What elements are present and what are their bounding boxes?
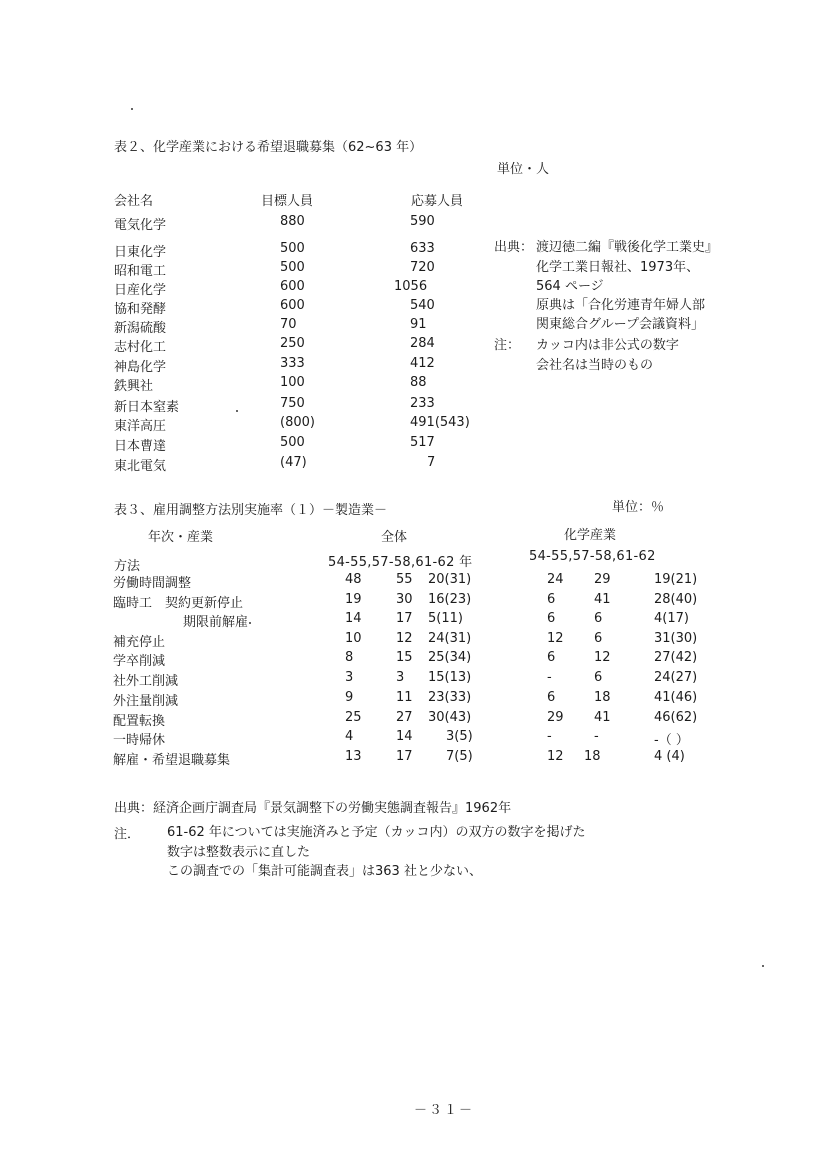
value-chem-61: 41(46) [654, 690, 698, 705]
applicant-count: 233 [410, 396, 435, 411]
method-label: 解雇・希望退職募集 [113, 753, 231, 768]
applicant-count: 91 [410, 317, 427, 332]
value-chem-61: 19(21) [654, 572, 698, 587]
table3-unit: 単位：％ [612, 500, 665, 515]
applicant-count: 540 [410, 298, 435, 313]
value-all-54: 25 [345, 710, 362, 725]
target-count: 333 [280, 356, 305, 371]
value-chem-54: 6 [547, 690, 556, 705]
value-chem-61: 27(42) [654, 650, 698, 665]
table3-years-chem: 54-55,57-58,61-62 [529, 549, 656, 564]
target-count: 500 [280, 435, 305, 450]
target-count: 600 [280, 279, 305, 294]
company-name: 神島化学 [114, 360, 167, 375]
page-number: －３１－ [414, 1103, 475, 1118]
scan-speck [249, 622, 251, 624]
value-chem-57: 12 [594, 650, 611, 665]
value-chem-61: 28(40) [654, 592, 698, 607]
target-count: 250 [280, 336, 305, 351]
target-count: 500 [280, 241, 305, 256]
table2-source-line: 関東総合グループ会議資料」 [536, 317, 704, 332]
value-chem-57: 6 [594, 670, 603, 685]
target-count: 750 [280, 396, 305, 411]
value-chem-61: 24(27) [654, 670, 698, 685]
value-chem-54: 24 [547, 572, 564, 587]
scan-speck [236, 410, 238, 412]
company-name: 日東化学 [114, 245, 167, 260]
scan-speck [131, 108, 133, 110]
table3-group-chem: 化学産業 [564, 528, 617, 543]
value-all-61: 25(34) [428, 650, 472, 665]
table2-unit: 単位・人 [497, 162, 550, 177]
method-label: 補充停止 [113, 635, 166, 650]
value-chem-61: 31(30) [654, 631, 698, 646]
target-count: 880 [280, 214, 305, 229]
value-chem-57: 41 [594, 710, 611, 725]
applicant-count: 633 [410, 241, 435, 256]
value-chem-57: 6 [594, 631, 603, 646]
method-label: 学卒削減 [113, 654, 166, 669]
applicant-count: 720 [410, 260, 435, 275]
table2-note-label: 注： [494, 338, 521, 353]
value-all-61: 7(5) [446, 749, 473, 764]
value-chem-57: 18 [594, 690, 611, 705]
company-name: 協和発酵 [114, 302, 167, 317]
value-all-57: 11 [396, 690, 413, 705]
company-name: 電気化学 [114, 218, 167, 233]
company-name: 新潟硫酸 [114, 321, 167, 336]
value-all-61: 3(5) [446, 729, 473, 744]
value-all-54: 19 [345, 592, 362, 607]
target-count: (47) [280, 455, 307, 470]
method-label: 配置転換 [113, 714, 166, 729]
applicant-count: 7 [427, 455, 436, 470]
value-all-57: 30 [396, 592, 413, 607]
table3-years-all: 54-55,57-58,61-62 年 [328, 555, 473, 570]
table2-header-target: 目標人員 [261, 194, 314, 209]
value-all-54: 14 [345, 611, 362, 626]
company-name: 日産化学 [114, 283, 167, 298]
value-chem-54: 12 [547, 631, 564, 646]
value-all-61: 5(11) [428, 611, 463, 626]
value-all-54: 48 [345, 572, 362, 587]
value-all-57: 27 [396, 710, 413, 725]
table2-note-line: カッコ内は非公式の数字 [536, 338, 679, 353]
value-chem-54: 12 [547, 749, 564, 764]
value-all-61: 16(23) [428, 592, 472, 607]
table3-source: 出典：経済企画庁調査局『景気調整下の労働実態調査報告』1962年 [114, 801, 512, 816]
value-all-57: 17 [396, 611, 413, 626]
value-chem-61: 4(17) [654, 611, 689, 626]
table3-note-line: 数字は整数表示に直した [167, 845, 311, 860]
company-name: 昭和電工 [114, 264, 167, 279]
value-all-54: 10 [345, 631, 362, 646]
table2-header-company: 会社名 [114, 194, 154, 209]
value-chem-57: 29 [594, 572, 611, 587]
applicant-count: 88 [410, 375, 427, 390]
value-all-54: 9 [345, 690, 354, 705]
value-chem-54: - [547, 729, 552, 744]
table2-title: 表２、化学産業における希望退職募集（62~63 年） [114, 140, 423, 155]
value-chem-61: 46(62) [654, 710, 698, 725]
applicant-count: 491(543) [410, 415, 470, 430]
value-all-57: 15 [396, 650, 413, 665]
scan-speck [762, 965, 764, 967]
value-chem-54: 6 [547, 592, 556, 607]
table3-note-line: 61-62 年については実施済みと予定（カッコ内）の双方の数字を掲げた [167, 825, 586, 840]
table2-note-line: 会社名は当時のもの [536, 358, 654, 373]
value-all-57: 14 [396, 729, 413, 744]
table3-title: 表３、雇用調整方法別実施率（１）－製造業－ [114, 503, 388, 518]
value-chem-57: 6 [594, 611, 603, 626]
target-count: 70 [280, 317, 297, 332]
company-name: 鉄興社 [114, 379, 154, 394]
company-name: 日本曹達 [114, 439, 167, 454]
value-all-57: 12 [396, 631, 413, 646]
value-chem-54: 6 [547, 611, 556, 626]
table2-source-line: 原典は「合化労連青年婦人部 [536, 298, 706, 313]
company-name: 東洋高圧 [114, 419, 167, 434]
value-all-57: 55 [396, 572, 413, 587]
method-label: 社外工削減 [113, 674, 179, 689]
table2-source-label: 出典： [494, 240, 534, 255]
table2-source-line: 化学工業日報社、1973年、 [536, 260, 700, 275]
company-name: 志村化工 [114, 340, 167, 355]
table2-source-line: 渡辺徳二編『戦後化学工業史』 [536, 240, 719, 255]
company-name: 東北電気 [114, 459, 167, 474]
target-count: 100 [280, 375, 305, 390]
target-count: (800) [280, 415, 315, 430]
value-all-54: 8 [345, 650, 354, 665]
value-chem-57: - [594, 729, 599, 744]
method-label: 一時帰休 [113, 733, 166, 748]
table2-source-line: 564 ページ [536, 279, 604, 294]
value-chem-54: - [547, 670, 552, 685]
method-label: 労働時間調整 [113, 576, 192, 591]
applicant-count: 1056 [394, 279, 428, 294]
table3-note-label: 注． [114, 827, 141, 842]
applicant-count: 284 [410, 336, 435, 351]
value-all-61: 20(31) [428, 572, 472, 587]
table3-header-col: 年次・産業 [148, 530, 214, 545]
value-all-61: 24(31) [428, 631, 472, 646]
value-all-61: 30(43) [428, 710, 472, 725]
value-all-54: 3 [345, 670, 354, 685]
value-all-61: 15(13) [428, 670, 472, 685]
applicant-count: 412 [410, 356, 435, 371]
company-name: 新日本窒素 [114, 400, 180, 415]
value-all-57: 3 [396, 670, 405, 685]
table3-method-label: 方法 [114, 559, 141, 574]
target-count: 500 [280, 260, 305, 275]
value-chem-57: 18 [584, 749, 601, 764]
value-all-61: 23(33) [428, 690, 472, 705]
value-all-57: 17 [396, 749, 413, 764]
value-all-54: 13 [345, 749, 362, 764]
applicant-count: 590 [410, 214, 435, 229]
value-chem-54: 29 [547, 710, 564, 725]
applicant-count: 517 [410, 435, 435, 450]
method-label: 外注量削減 [113, 694, 179, 709]
table3-note-line: この調査での「集計可能調査表」は363 社と少ない、 [167, 864, 482, 879]
method-label: 期限前解雇 [183, 615, 249, 630]
table2-header-applicants: 応募人員 [411, 194, 464, 209]
value-all-54: 4 [345, 729, 354, 744]
value-chem-54: 6 [547, 650, 556, 665]
table3-group-all: 全体 [381, 530, 408, 545]
value-chem-61: -（ ） [654, 733, 689, 748]
method-label: 臨時工 契約更新停止 [113, 596, 244, 611]
value-chem-61: 4 (4) [654, 749, 685, 764]
value-chem-57: 41 [594, 592, 611, 607]
target-count: 600 [280, 298, 305, 313]
